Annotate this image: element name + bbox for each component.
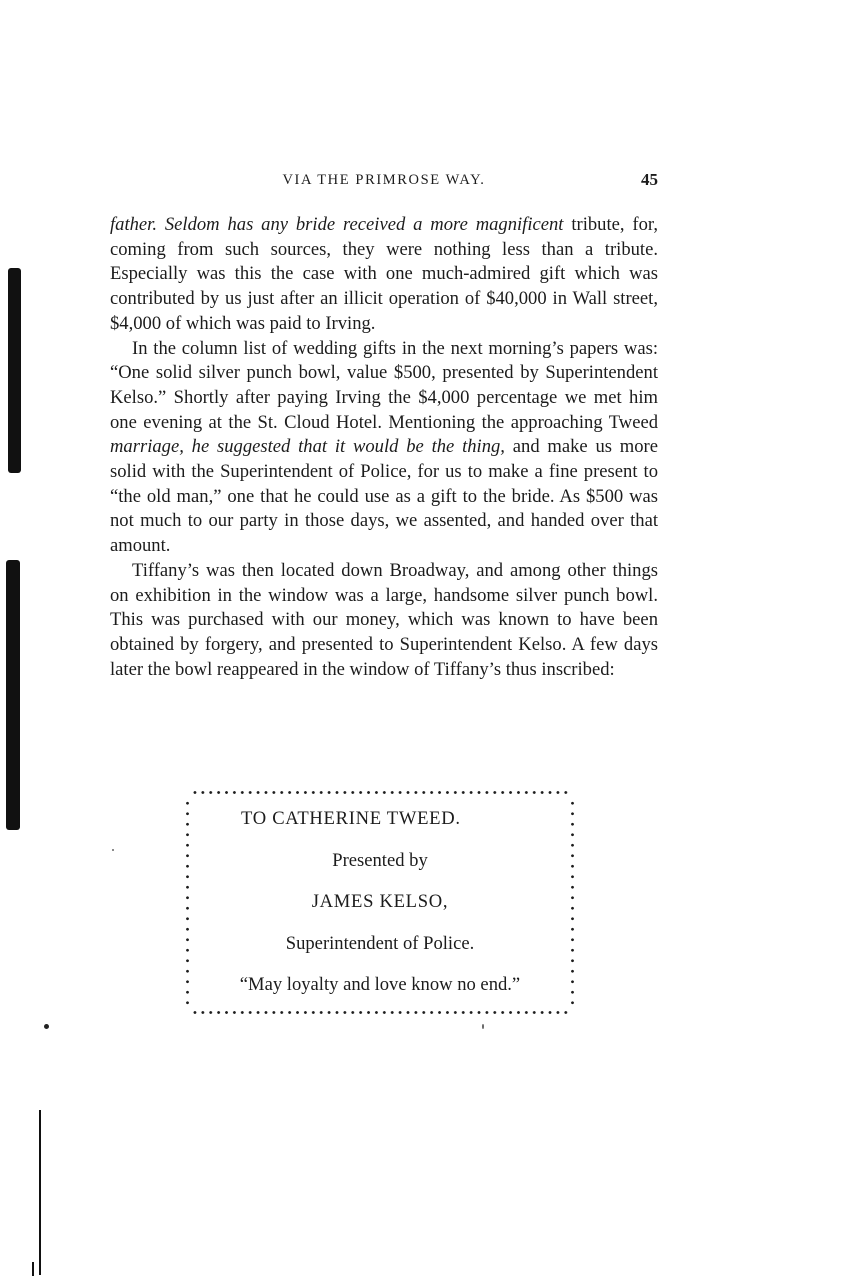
inscription-box — [185, 790, 575, 1015]
body-text — [110, 213, 658, 682]
inscription-line-4: Superintendent of Police. — [285, 932, 475, 954]
paragraph-2-italic: marriage, he suggested that it would be the thing, — [110, 436, 505, 458]
border-right — [570, 798, 575, 1007]
scan-edge-mark-middle — [6, 560, 20, 830]
scan-edge-mark-corner — [32, 1262, 34, 1276]
border-top — [191, 790, 569, 795]
page-number: 45 — [641, 170, 658, 189]
scan-edge-mark-top — [8, 268, 21, 473]
paragraph-2-text-a: In the column list of wedding gifts in the next morning’s papers was: “One solid silver punch bowl, value $500, presented by Superintendent Kelso.” Shortly after paying Irving the $4,000 percentage we met him one evening at the St. Cloud Hotel. Mentioning the approaching Tweed — [110, 337, 658, 433]
running-header — [110, 172, 658, 196]
inscription-line-3: JAMES KELSO, — [311, 891, 449, 912]
scan-edge-mark-bottom — [39, 1110, 41, 1275]
scan-speck — [482, 1024, 484, 1029]
border-left — [185, 798, 190, 1007]
paragraph-1-text: tribute, for, coming from such sources, they were nothing less than a tribute. Especially was this the case with one much-admired gift which was contributed by us just after an illicit operation of $40,000 in Wall street, $4,000 of which was paid to Irving. — [110, 214, 658, 334]
running-title: VIA THE PRIMROSE WAY. — [282, 172, 486, 188]
inscription-line-1: TO CATHERINE TWEED. — [241, 808, 461, 829]
inscription-line-5: “May loyalty and love know no end.” — [239, 974, 521, 995]
paragraph-1-italic: father. Seldom has any bride received a more magnificent — [110, 214, 564, 235]
paragraph-1 — [110, 213, 658, 337]
paragraph-2 — [110, 337, 658, 559]
paragraph-2-text-b: and make us more solid with the Superintendent of Police, for us to make a fine present to “the old man,” one that he could use as a gift to the bride. As $500 was not much to our party in those days, we assented, and handed over that amount. — [110, 436, 659, 557]
inscription-text — [197, 804, 563, 1012]
paragraph-3: Tiffany’s was then located down Broadway, and among other things on exhibition in the window was a large, handsome silver punch bowl. This was purchased with our money, which was known to have been obtained by forgery, and presented to Superintendent Kelso. A few days later the bowl reappeared in the window of Tiffany’s thus inscribed: — [110, 559, 658, 680]
scan-speck — [112, 849, 114, 851]
inscription-line-2: Presented by — [332, 849, 428, 871]
scan-speck — [44, 1024, 49, 1029]
